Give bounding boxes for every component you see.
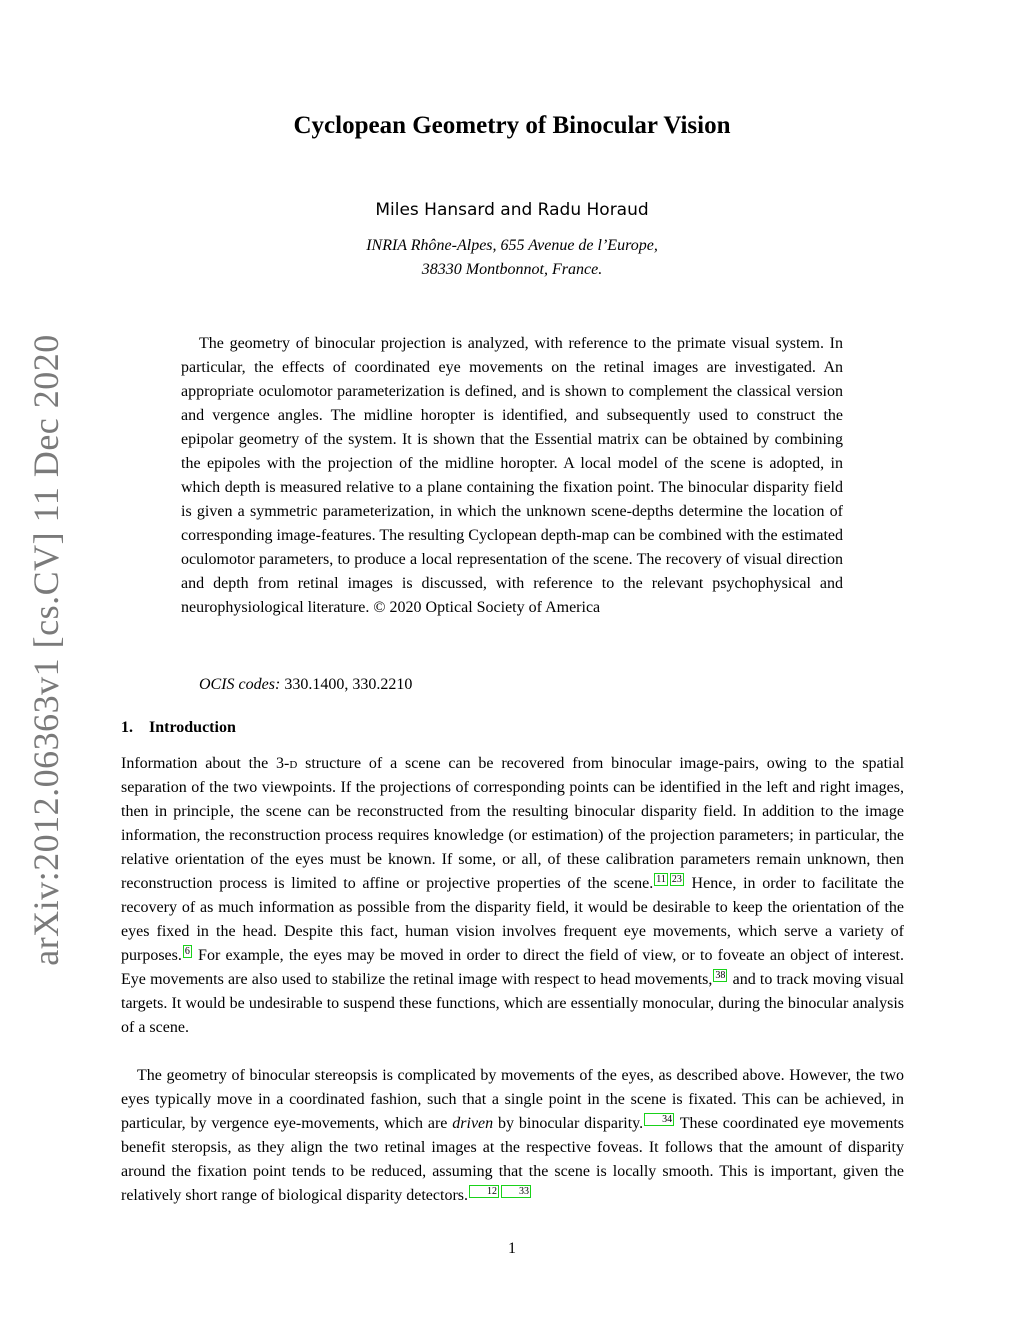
text-run: Information about the (121, 755, 277, 772)
text-run: structure of a scene can be recovered from binocular image-pairs, owing to the spatial separation of the two viewpoints. If the projections of corresponding points can be identified in the left and right images, then in principle, the scene can be reconstructed from the resulting binocular disparity field. In addition to the image information, the reconstruction process requires knowledge (or estimation) of the projection parameters; in particular, the relative orientation of the eyes must be known. If some, or all, of these calibration parameters remain unknown, then reconstruction process is limited to affine or projective properties of the scene. (121, 755, 905, 892)
citation-link[interactable]: 38 (715, 969, 726, 981)
text-run: These coordinated eye movements benefit steropsis, as they align the two retinal images at the respective foveas. It follows that the amount of disparity around the fixation point tends to be reduced, assuming that the scene is locally smooth. This is important, given the relatively short range of biological disparity detectors. (121, 1115, 905, 1204)
text-run: Hence, in order to facilitate the recovery of as much information as possible from the disparity field, it would be desirable to keep the orientation of the eyes fixed in the head. Despite this fact, human vision involves frequent eye movements, which serve a variety of purposes. (121, 875, 904, 964)
affiliation-line-1: INRIA Rhône-Alpes, 655 Avenue de l’Europe, (366, 237, 658, 254)
ocis-codes (199, 676, 412, 694)
abstract: The geometry of binocular projection is analyzed, with reference to the primate visual system. In particular, the effects of coordinated eye movements on the retinal images are investigated. An appropriate oculomotor parameterization is defined, and is shown to complement the classical version and vergence angles. The midline horopter is identified, and subsequently used to construct the epipolar geometry of the system. It is shown that the Essential matrix can be obtained by combining the epipoles with the projection of the midline horopter. A local model of the scene is adopted, in which depth is measured relative to a plane containing the fixation point. The binocular disparity field is given a symmetric parameterization, in which the unknown scene-depths determine the location of corresponding image-features. The resulting Cyclopean depth-map can be combined with the estimated oculomotor parameters, to produce a local representation of the scene. The recovery of visual direction and depth from retinal images is discussed, with reference to the relevant psychophysical and neurophysiological literature. © 2020 Optical Society of America (181, 335, 843, 616)
text-run: For example, the eyes may be moved in order to direct the field of view, or to foveate an object of interest. Eye movements are also used to stabilize the retinal image with respect to head movements, (121, 947, 904, 988)
citation-link[interactable]: 12 (469, 1185, 499, 1198)
citation-link[interactable]: 23 (671, 873, 682, 885)
affiliation-line-2: 38330 Montbonnot, France. (421, 261, 603, 278)
arxiv-identifier[interactable]: arXiv:2012.06363v1 [cs.CV] 11 Dec 2020 (26, 334, 66, 966)
section-title: Introduction (149, 719, 236, 736)
intro-paragraph-1 (121, 752, 904, 1040)
citation-link[interactable]: 34 (644, 1113, 674, 1126)
text-run-smallcaps: 3-d (276, 755, 298, 772)
citation-link[interactable]: 11 (656, 873, 666, 885)
ocis-label: OCIS codes: (199, 676, 281, 693)
text-run: and to track moving visual targets. It would be undesirable to suspend these functions, which are essentially monocular, during the binocular analysis of a scene. (121, 971, 905, 1036)
authors: Miles Hansard and Radu Horaud (375, 200, 649, 220)
text-run-italic: driven (452, 1115, 494, 1132)
text-run: The geometry of binocular stereopsis is complicated by movements of the eyes, as described above. However, the two eyes typically move in a coordinated fashion, such that a single point in the scene is fixated. This can be achieved, in particular, by vergence eye-movements, which are (121, 1067, 904, 1132)
intro-paragraph-2 (121, 1064, 904, 1208)
section-heading (121, 719, 236, 737)
paper-title: Cyclopean Geometry of Binocular Vision (293, 112, 731, 139)
text-run: by binocular disparity. (493, 1115, 644, 1132)
citation-link[interactable]: 33 (501, 1185, 531, 1198)
ocis-values: 330.1400, 330.2210 (284, 676, 413, 693)
section-number: 1. (121, 719, 133, 736)
page-number: 1 (508, 1240, 516, 1257)
citation-link[interactable]: 6 (184, 945, 190, 957)
